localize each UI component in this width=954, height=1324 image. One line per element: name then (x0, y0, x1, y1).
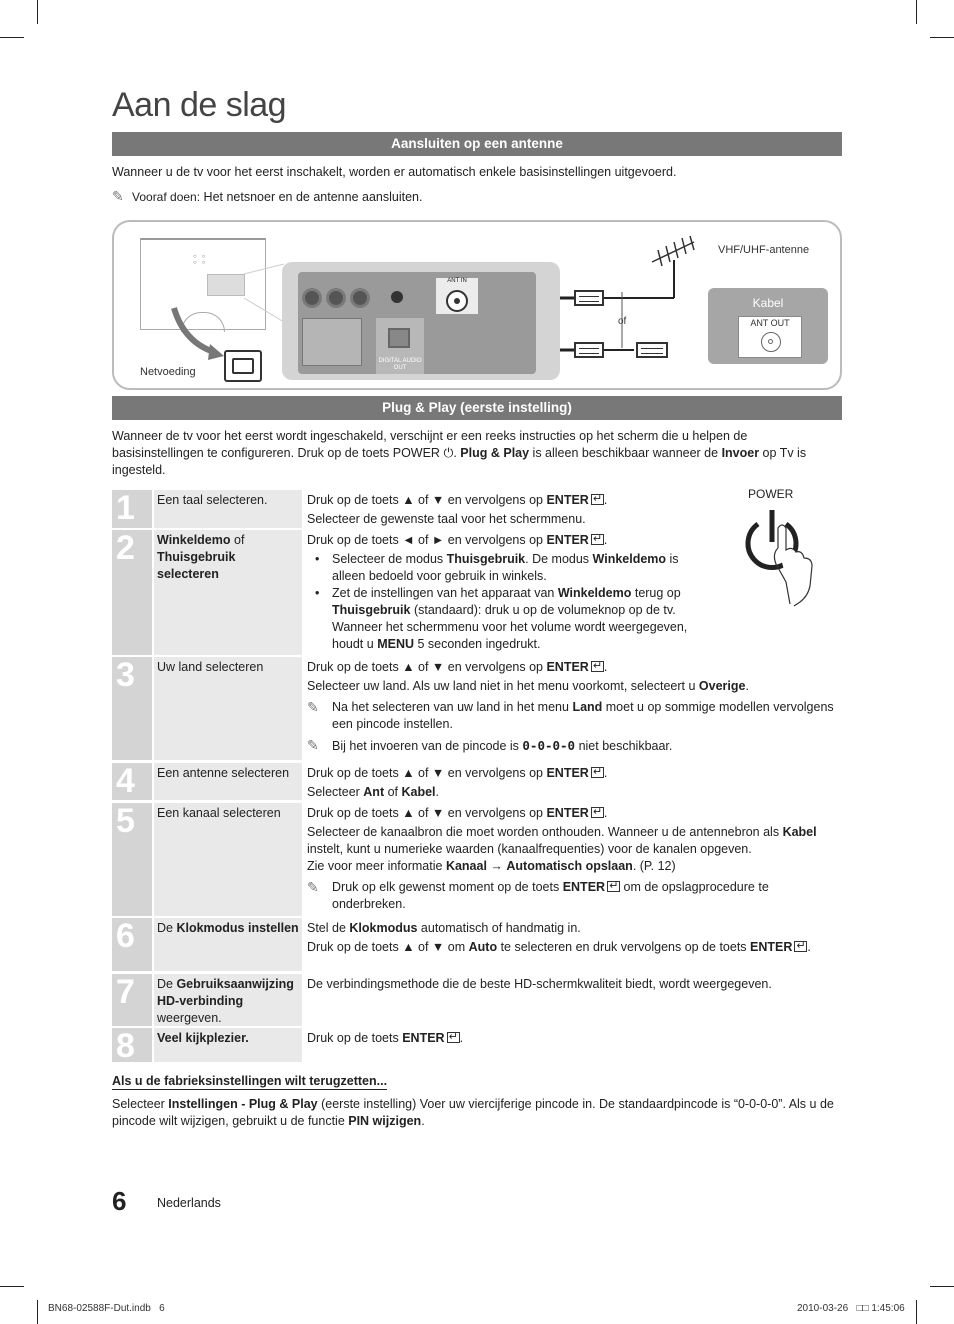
power-label: POWER (748, 487, 794, 501)
kabel-label: Kabel (752, 296, 784, 310)
enter-icon (591, 661, 604, 672)
step-description: Druk op de toets ▲ of ▼ en vervolgens op ENTER↵ . Selecteer de gewenste taal voor het schermmenu. (307, 492, 842, 530)
step-number: 5 (116, 802, 135, 840)
plug-play-intro: Wanneer de tv voor het eerst wordt ingeschakeld, verschijnt er een reeks instructies op het scherm die u helpen de basisinstellingen te configureren. Druk op de toets POWER ⏻. Plug & Play is alleen beschikbaar wanneer de Invoer op Tv is ingesteld. (112, 429, 807, 477)
crop-mark (0, 1286, 24, 1287)
enter-icon (607, 881, 620, 892)
pencil-note-icon: ✎ (307, 737, 319, 753)
step-row (112, 1027, 842, 1065)
digital-audio-out-port (376, 318, 424, 374)
power-socket-icon (224, 350, 262, 382)
reset-text: Selecteer Instellingen - Plug & Play (eerste instelling) Voer uw viercijferige pincode in. De standaardpincode is “0-0-0-0”. Als u de pincode wilt wijzigen, gebruikt u de functie PIN wijzigen. (112, 1097, 834, 1128)
step-row (112, 763, 842, 800)
scart-port (302, 318, 362, 366)
step-row (112, 974, 842, 1026)
chapter-title: Aan de slag (112, 86, 287, 124)
step-title: Uw land selecteren (154, 657, 302, 760)
step-number: 8 (116, 1027, 135, 1065)
note-text: Het netsnoer en de antenne aansluiten. (203, 190, 423, 204)
step-description: Druk op de toets ENTER↵ . (307, 1030, 842, 1049)
step-title: Veel kijkplezier. (154, 1028, 302, 1062)
step-row (112, 530, 842, 655)
step-title: Een antenne selecteren (154, 763, 302, 800)
step-number: 2 (116, 529, 135, 567)
enter-icon (591, 534, 604, 545)
pencil-note-icon: ✎ (307, 699, 319, 715)
step-description: Druk op de toets ▲ of ▼ en vervolgens op ENTER↵ . Selecteer de kanaalbron die moet worden onthouden. Wanneer u de antennebron als Kabel instelt, kunt u numerieke waarden (kanaalfrequenties) voor de kanalen opgeven. Zie voor meer informatie Kanaal → Automatisch opslaan. (P. 12) ✎ Druk op elk gewenst moment op de toets ENTER↵ om de opslagprocedure te onderbreken. (307, 805, 842, 913)
step-description: Druk op de toets ◄ of ► en vervolgens op ENTER↵ . • Selecteer de modus Thuisgebruik. De modus Winkeldemo is alleen bedoeld voor gebruik in winkels. • Zet de instellingen van het apparaat van Winkeldemo terug op Thuisgebruik (standaard): druk u op de volumeknop op de tv. Wanneer het schermmenu voor het volume wordt weergegeven, houdt u MENU 5 seconden ingedrukt. (307, 532, 712, 653)
power-symbol-icon: ⏻ (439, 446, 454, 460)
antenna-note (112, 188, 842, 206)
section-heading-antenna: Aansluiten op een antenne (112, 132, 842, 156)
crop-mark (0, 37, 24, 38)
ant-out-label: ANT OUT (750, 318, 790, 328)
step-description: Druk op de toets ▲ of ▼ en vervolgens op ENTER↵ . Selecteer uw land. Als uw land niet in het menu voorkomt, selecteert u Overige. ✎ Na het selecteren van uw land in het menu Land moet u op sommige modellen vervolgens een pincode instellen. ✎ Bij het invoeren van de pincode is 0-0-0-0 niet beschikbaar. (307, 659, 842, 755)
crop-mark (916, 1300, 917, 1324)
crop-mark (930, 37, 954, 38)
crop-mark (37, 1300, 38, 1324)
print-slug-right: 2010-03-26 □□ 1:45:06 (797, 1303, 905, 1314)
antenna-intro: Wanneer u de tv voor het eerst inschakelt, worden er automatisch enkele basisinstellingen uitgevoerd. (112, 165, 677, 179)
ant-out-port (738, 316, 802, 358)
crop-mark (930, 1286, 954, 1287)
cable-wall-outlet (708, 288, 828, 364)
print-slug-left: BN68-02588F-Dut.indb 6 (48, 1303, 165, 1314)
netvoeding-label: Netvoeding (140, 366, 196, 378)
pencil-note-icon: ✎ (112, 188, 124, 204)
step-title: De Gebruiksaanwijzing HD-verbinding weergeven. (154, 974, 302, 1026)
enter-icon (794, 941, 807, 952)
ant-in-label: ANT IN (447, 278, 467, 284)
enter-icon (447, 1032, 460, 1043)
note-prefix: Vooraf doen: (132, 190, 201, 204)
step-title: Een taal selecteren. (154, 490, 302, 528)
tv-rear-outline: ○ ○ ○ ○ (140, 238, 266, 330)
step-description: Stel de Klokmodus automatisch of handmatig in. Druk op de toets ▲ of ▼ om Auto te selecteren en druk vervolgens op de toets ENTER↵ . (307, 920, 842, 958)
reset-heading: Als u de fabrieksinstellingen wilt terugzetten... (112, 1074, 388, 1088)
power-button-icon (742, 502, 832, 612)
enter-icon (591, 807, 604, 818)
digital-audio-out-label: DIGITAL AUDIO OUT (378, 358, 422, 371)
step-row (112, 918, 842, 971)
step-row (112, 803, 842, 916)
page-number: 6 (112, 1186, 127, 1216)
step-description: Druk op de toets ▲ of ▼ en vervolgens op ENTER↵ . Selecteer Ant of Kabel. (307, 765, 842, 803)
tv-connector-panel (282, 262, 560, 380)
ant-in-port (436, 278, 478, 314)
coax-connector-bottom (574, 342, 604, 358)
enter-icon (591, 767, 604, 778)
bullet-item: • Selecteer de modus Thuisgebruik. De modus Winkeldemo is alleen bedoeld voor gebruik in winkels. (307, 551, 712, 585)
step-title: Winkeldemo of Thuisgebruik selecteren (154, 530, 302, 655)
step-title: Een kanaal selecteren (154, 803, 302, 916)
step-row (112, 490, 842, 528)
vhf-uhf-label: VHF/UHF-antenne (718, 244, 810, 256)
step-number: 4 (116, 762, 135, 800)
crop-mark (37, 0, 38, 24)
antenna-connection-diagram (112, 220, 842, 390)
step-number: 1 (116, 489, 135, 527)
coax-connector-top (574, 290, 604, 306)
step-number: 6 (116, 917, 135, 955)
step-description: De verbindingsmethode die de beste HD-schermkwaliteit biedt, wordt weergegeven. (307, 977, 772, 991)
section-heading-plug-play: Plug & Play (eerste instelling) (112, 396, 842, 420)
enter-icon (591, 494, 604, 505)
step-number: 3 (116, 656, 135, 694)
pencil-note-icon: ✎ (307, 879, 319, 895)
bullet-item: • Zet de instellingen van het apparaat van Winkeldemo terug op Thuisgebruik (standaard): druk u op de volumeknop op de tv. Wanneer het schermmenu voor het volume wordt weergegeven, houdt u MENU 5 seconden ingedrukt. (307, 585, 712, 653)
step-title: De Klokmodus instellen (154, 918, 302, 971)
or-label: of (618, 316, 627, 327)
crop-mark (916, 0, 917, 24)
language-label: Nederlands (157, 1196, 221, 1210)
step-row (112, 657, 842, 760)
step-number: 7 (116, 973, 135, 1011)
coax-connector-cable (636, 342, 668, 358)
